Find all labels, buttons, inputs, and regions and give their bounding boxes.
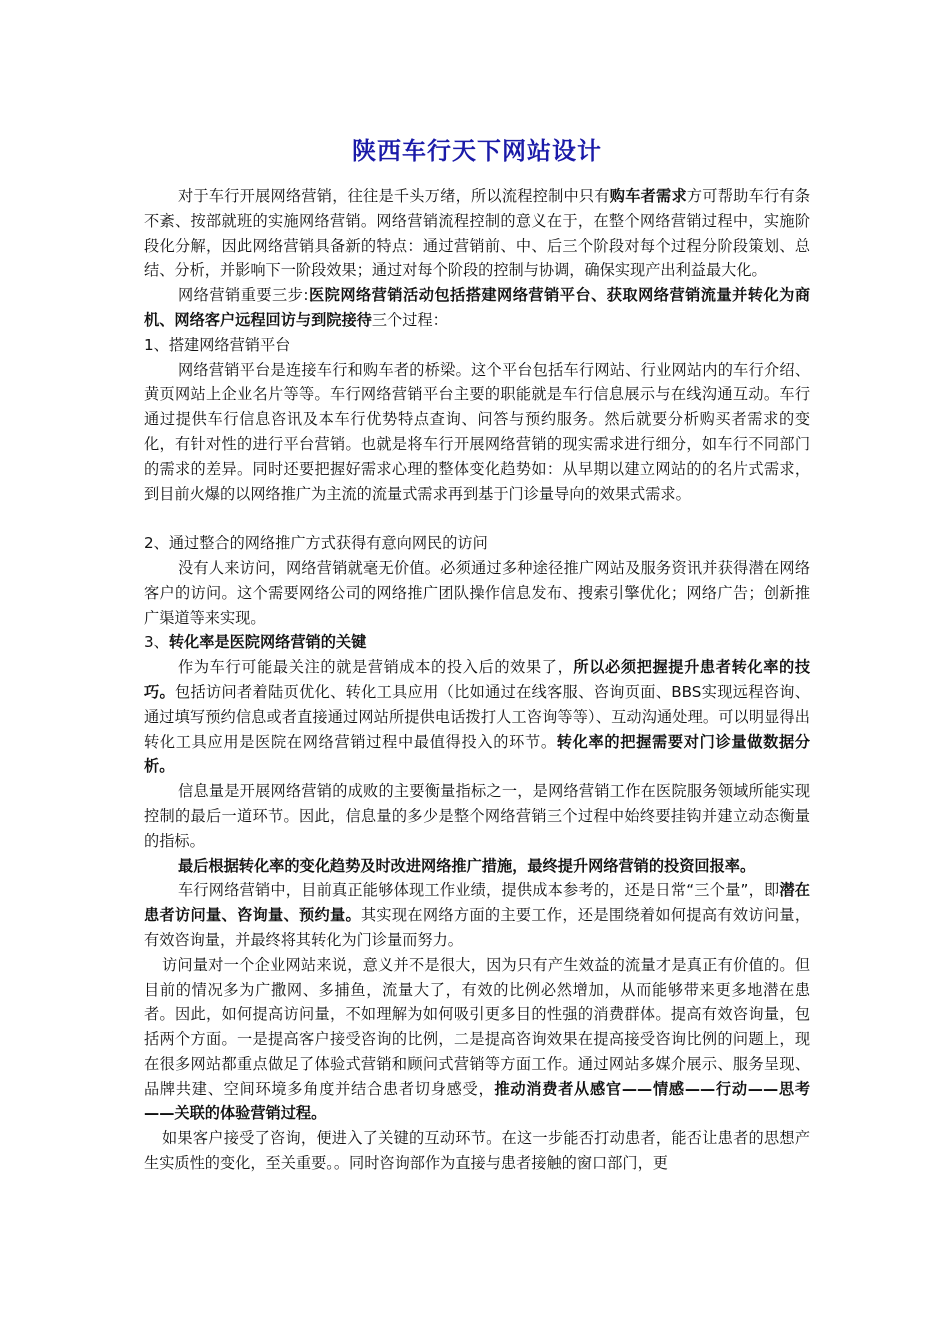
blank-line bbox=[144, 506, 810, 531]
document-body bbox=[144, 184, 810, 1176]
paragraph bbox=[144, 1126, 810, 1176]
bold-text: 推动消费者从感官——情感——行动——思考——关联的体验营销过程。 bbox=[144, 1079, 811, 1123]
bold-text: 最后根据转化率的变化趋势及时改进网络推广措施，最终提升网络营销的投资回报率。 bbox=[178, 856, 756, 875]
paragraph bbox=[144, 333, 810, 358]
bold-text: 购车者需求 bbox=[609, 187, 687, 205]
text-run: 访问量对一个企业网站来说，意义并不是很大，因为只有产生效益的流量才是真正有价值的。但目前的情况多为广撒网、多捕鱼，流量大了，有效的比例必然增加，从而能够带来更多地潜在患者。因此，如何提高访问量，不如理解为如何吸引更多目的性强的消费群体。提高有效咨询量，包括两个方面。一是提高客户接受咨询的比例，二是提高咨询效果在提高接受咨询比例的问题上，现在很多网站都重点做足了体验式营销和顾问式营销等方面工作。通过网站多媒介展示、服务呈现、品牌共建、空间环境多角度并结合患者切身感受， bbox=[144, 955, 810, 1098]
paragraph bbox=[144, 779, 810, 853]
paragraph bbox=[144, 283, 810, 333]
bold-text: 医院网络营销活动包括搭建网络营销平台、获取网络营销流量并转化为商机、网络客户远程回访与到院接待 bbox=[144, 286, 810, 329]
bold-text: 转化率是医院网络营销的关键 bbox=[168, 633, 367, 652]
paragraph bbox=[144, 655, 810, 779]
text-run: 方可帮助车行有条不紊、按部就班的实施网络营销。网络营销流程控制的意义在于，在整个网络营销过程中，实施阶段化分解，因此网络营销具备新的特点：通过营销前、中、后三个阶段对每个过程分阶段策划、总结、分析，并影响下一阶段效果；通过对每个阶段的控制与协调，确保实现产出利益最大化。 bbox=[144, 187, 811, 280]
paragraph bbox=[144, 953, 810, 1127]
text-run: 3、 bbox=[144, 633, 169, 652]
text-run: 包括访问者着陆页优化、转化工具应用（比如通过在线客服、咨询页面、BBS实现远程咨询、通过填写预约信息或者直接通过网站所提供电话拨打人工咨询等等）、互动沟通处理。可以明显得出转化工具应用是医院在网络营销过程中最值得投入的环节。 bbox=[144, 682, 810, 751]
text-run: 网络营销重要三步: bbox=[178, 286, 309, 305]
text-run: 1、搭建网络营销平台 bbox=[144, 335, 291, 354]
paragraph bbox=[144, 531, 810, 556]
text-run: 网络营销平台是连接车行和购车者的桥梁。这个平台包括车行网站、行业网站内的车行介绍、黄页网站上企业名片等等。车行网络营销平台主要的职能就是车行信息展示与在线沟通互动。车行通过提供车行信息咨讯及本车行优势特点查询、问答与预约服务。然后就要分析购买者需求的变化，有针对性的进行平台营销。也就是将车行开展网络营销的现实需求进行细分，如车行不同部门的需求的差异。同时还要把握好需求心理的整体变化趋势如：从早期以建立网站的的名片式需求，到目前火爆的以网络推广为主流的流量式需求再到基于门诊量导向的效果式需求。 bbox=[144, 360, 810, 503]
paragraph bbox=[144, 556, 810, 630]
text-run: 2、通过整合的网络推广方式获得有意向网民的访问 bbox=[144, 534, 488, 553]
text-run: 信息量是开展网络营销的成败的主要衡量指标之一，是网络营销工作在医院服务领域所能实现控制的最后一道环节。因此，信息量的多少是整个网络营销三个过程中始终要挂钩并建立动态衡量的指标。 bbox=[144, 782, 810, 850]
text-run: 作为车行可能最关注的就是营销成本的投入后的效果了， bbox=[178, 658, 574, 677]
bold-text: 转化率的把握需要对门诊量做数据分析。 bbox=[144, 732, 811, 776]
text-run: 对于车行开展网络营销，往往是千头万绪，所以流程控制中只有 bbox=[178, 187, 610, 205]
document-page bbox=[144, 128, 810, 1176]
text-run: 没有人来访问，网络营销就毫无价值。必须通过多种途径推广网站及服务资讯并获得潜在网络客户的访问。这个需要网络公司的网络推广团队操作信息发布、搜索引擎优化；网络广告；创新推广渠道等来实现。 bbox=[144, 558, 810, 627]
paragraph bbox=[144, 184, 810, 283]
text-run: 车行网络营销中，目前真正能够体现工作业绩，提供成本参考的，还是日常“三个量”，即 bbox=[178, 881, 780, 900]
paragraph bbox=[144, 878, 810, 952]
text-run: 三个过程： bbox=[371, 310, 448, 329]
text-run: 其实现在网络方面的主要工作，还是围绕着如何提高有效访问量，有效咨询量，并最终将其转化为门诊量而努力。 bbox=[144, 906, 811, 949]
paragraph bbox=[144, 630, 810, 655]
bold-text: 潜在患者访问量、咨询量、预约量。 bbox=[144, 881, 810, 925]
paragraph bbox=[144, 358, 810, 507]
text-run: 如果客户接受了咨询，便进入了关键的互动环节。在这一步能否打动患者，能否让患者的思想产生实质性的变化，至关重要。。同时咨询部作为直接与患者接触的窗口部门，更 bbox=[144, 1129, 810, 1173]
paragraph bbox=[144, 854, 810, 879]
document-title: 陕西车行天下网站设计 bbox=[352, 137, 602, 165]
bold-text: 所以必须把握提升患者转化率的技巧。 bbox=[144, 658, 811, 701]
